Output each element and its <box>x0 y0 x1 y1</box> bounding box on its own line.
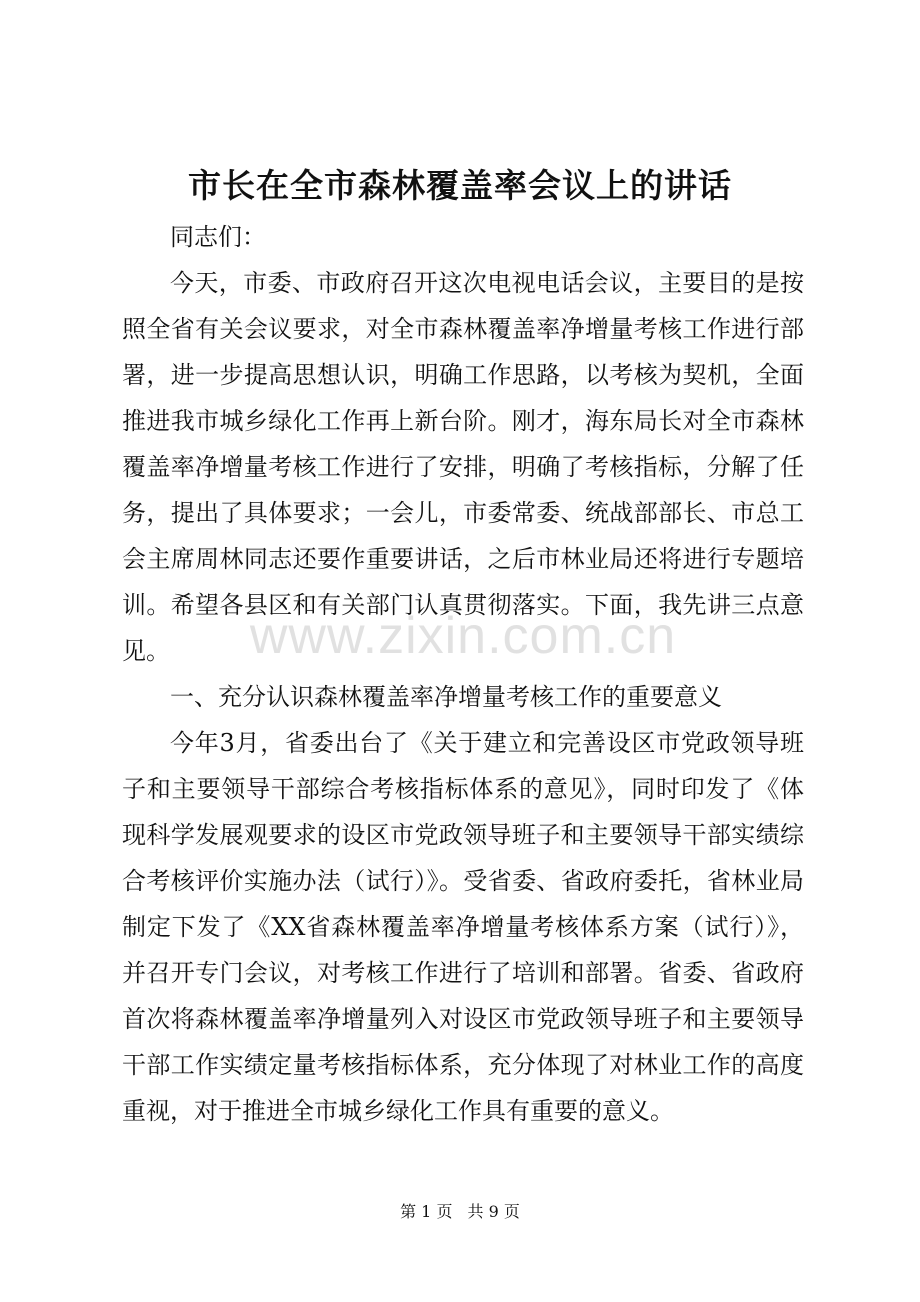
section-heading-1: 一、充分认识森林覆盖率净增量考核工作的重要意义 <box>170 683 722 711</box>
watermark-text: www.zixin.com.cn <box>249 607 677 665</box>
document-body <box>122 214 804 1134</box>
total-pages-label: 共 9 页 <box>467 1202 520 1221</box>
document-title: 市长在全市森林覆盖率会议上的讲话 <box>188 166 732 205</box>
section-1-paragraph: 今年3月，省委出台了《关于建立和完善设区市党政领导班子和主要领导干部综合考核指标体系的意见》，同时印发了《体现科学发展观要求的设区市党政领导班子和主要领导干部实绩综合考核评价实施办法（试行）》。受省委、省政府委托，省林业局制定下发了《XX省森林覆盖率净增量考核体系方案（试行）》，并召开专门会议，对考核工作进行了培训和部署。省委、省政府首次将森林覆盖率净增量列入对设区市党政领导班子和主要领导干部工作实绩定量考核指标体系，充分体现了对林业工作的高度重视，对于推进全市城乡绿化工作具有重要的意义。 <box>122 729 804 1125</box>
intro-paragraph: 今天，市委、市政府召开这次电视电话会议，主要目的是按照全省有关会议要求，对全市森林覆盖率净增量考核工作进行部署，进一步提高思想认识，明确工作思路，以考核为契机，全面推进我市城乡绿化工作再上新台阶。刚才，海东局长对全市森林覆盖率净增量考核工作进行了安排，明确了考核指标，分解了任务，提出了具体要求；一会儿，市委常委、统战部部长、市总工会主席周林同志还要作重要讲话，之后市林业局还将进行专题培训。希望各县区和有关部门认真贯彻落实。下面，我先讲三点意见。 <box>122 269 804 665</box>
salutation-paragraph: 同志们： <box>170 223 266 251</box>
page-footer <box>0 1200 920 1224</box>
page-number-label: 第 1 页 <box>400 1202 453 1221</box>
